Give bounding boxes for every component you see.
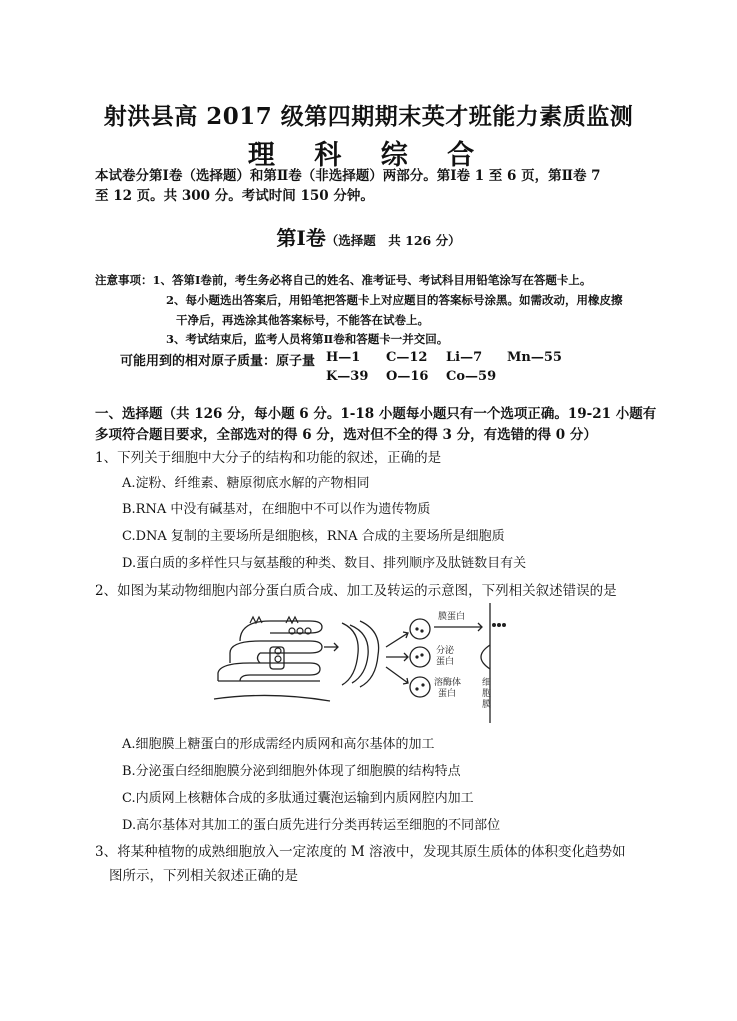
er-membrane-3 xyxy=(240,621,322,641)
arrow-golgi-to-secretion xyxy=(386,653,408,661)
protein-dot xyxy=(421,683,424,686)
atomic-mass-h: H—1 xyxy=(326,350,361,365)
vesicle-secreted-protein xyxy=(410,647,430,667)
secretion-bulge xyxy=(481,645,490,669)
question-1-option-a: A.淀粉、纤维素、糖原彻底水解的产物相同 xyxy=(122,476,370,491)
arrow-golgi-to-membrane-protein xyxy=(386,632,408,647)
question-2-stem: 2、如图为某动物细胞内部分蛋白质合成、加工及转运的示意图，下列相关叙述错误的是 xyxy=(95,583,617,599)
er-membrane-5 xyxy=(258,653,261,663)
atomic-mass-co: Co—59 xyxy=(446,369,497,384)
notes-line-1 xyxy=(95,272,591,288)
exam-title: 射洪县高 2017 级第四期期末英才班能力素质监测 xyxy=(103,103,634,130)
er-box xyxy=(270,647,284,669)
atomic-mass-li: Li—7 xyxy=(446,350,483,365)
section-subtitle: （选择题 共 126 分） xyxy=(325,233,461,248)
label-secreted-2: 蛋白 xyxy=(436,657,455,667)
intro-line-2: 至 12 页。共 300 分。考试时间 150 分钟。 xyxy=(95,188,374,204)
label-cell-membrane-1: 细 xyxy=(482,678,492,688)
notes-label: 注意事项： xyxy=(95,273,153,287)
membrane-protein-dot xyxy=(497,623,501,627)
question-1-option-c: C.DNA 复制的主要场所是细胞核，RNA 合成的主要场所是细胞质 xyxy=(122,529,505,544)
label-cell-membrane-2: 胞 xyxy=(482,689,492,699)
intro-line-1: 本试卷分第Ⅰ卷（选择题）和第Ⅱ卷（非选择题）两部分。第Ⅰ卷 1 至 6 页，第Ⅱ卷 7 xyxy=(95,168,601,184)
section-heading xyxy=(0,222,737,251)
golgi-stack-1 xyxy=(342,623,358,685)
question-3-stem-2: 图所示，下列相关叙述正确的是 xyxy=(109,868,298,884)
question-3-stem-1: 3、将某种植物的成熟细胞放入一定浓度的 M 溶液中，发现其原生质体的体积变化趋势如 xyxy=(95,844,626,860)
atomic-mass-o: O—16 xyxy=(386,369,429,384)
membrane-protein-dot xyxy=(492,623,496,627)
vesicle-membrane-protein xyxy=(410,619,430,639)
notes-item-2b: 干净后，再选涂其他答案标号，不能答在试卷上。 xyxy=(176,313,429,327)
nucleus-outline xyxy=(214,695,330,701)
membrane-protein-dot xyxy=(502,623,506,627)
golgi-stack-3 xyxy=(360,621,379,687)
protein-dot xyxy=(420,653,423,656)
section-title: 第Ⅰ卷 xyxy=(276,226,326,250)
label-lysosome-2: 蛋白 xyxy=(438,689,457,699)
vesicle-lysosome-protein xyxy=(410,677,430,697)
protein-dot xyxy=(415,655,418,658)
exam-subject: 理 科 综 合 xyxy=(247,140,490,171)
label-membrane-protein: 膜蛋白 xyxy=(438,612,466,622)
notes-item-1: 1、答第Ⅰ卷前，考生务必将自己的姓名、准考证号、考试科目用铅笔涂写在答题卡上。 xyxy=(152,273,592,287)
label-lysosome-1: 溶酶体 xyxy=(434,678,462,688)
atomic-mass-mn: Mn—55 xyxy=(507,350,562,365)
question-1-option-d: D.蛋白质的多样性只与氨基酸的种类、数目、排列顺序及肽链数目有关 xyxy=(122,556,527,571)
atomic-mass-label: 可能用到的相对原子质量：原子量 xyxy=(120,354,316,369)
er-membrane-2 xyxy=(230,641,322,663)
er-membrane-1 xyxy=(218,663,320,681)
question-1-stem: 1、下列关于细胞中大分子的结构和功能的叙述，正确的是 xyxy=(95,450,442,466)
label-cell-membrane-3: 膜 xyxy=(482,700,492,710)
arrow-to-membrane xyxy=(434,623,482,631)
protein-transport-diagram xyxy=(210,603,520,723)
question-1-option-b: B.RNA 中没有碱基对，在细胞中不可以作为遗传物质 xyxy=(122,502,431,517)
ribosome xyxy=(275,656,281,662)
protein-dot xyxy=(420,629,423,632)
question-2-option-a: A.细胞膜上糖蛋白的形成需经内质网和高尔基体的加工 xyxy=(122,737,435,752)
part1-heading-1: 一、选择题（共 126 分，每小题 6 分。1-18 小题每小题只有一个选项正确。19-21 小题有 xyxy=(95,406,657,422)
notes-item-3: 3、考试结束后，监考人员将第Ⅱ卷和答题卡一并交回。 xyxy=(166,332,449,346)
protein-dot xyxy=(415,687,418,690)
atomic-mass-c: C—12 xyxy=(386,350,428,365)
atomic-mass-k: K—39 xyxy=(326,369,369,384)
notes-item-2a: 2、每小题选出答案后，用铅笔把答题卡上对应题目的答案标号涂黑。如需改动，用橡皮擦 xyxy=(166,293,623,307)
protein-dot xyxy=(415,627,418,630)
question-2-option-d: D.高尔基体对其加工的蛋白质先进行分类再转运至细胞的不同部位 xyxy=(122,818,501,833)
part1-heading-2: 多项符合题目要求，全部选对的得 6 分，选对但不全的得 3 分，有选错的得 0 分） xyxy=(95,427,597,443)
arrow-golgi-to-lysosome xyxy=(386,667,408,684)
question-2-option-c: C.内质网上核糖体合成的多肽通过囊泡运输到内质网腔内加工 xyxy=(122,791,474,806)
arrow-er-to-golgi xyxy=(324,643,338,651)
question-2-option-b: B.分泌蛋白经细胞膜分泌到细胞外体现了细胞膜的结构特点 xyxy=(122,764,461,779)
label-secreted-1: 分泌 xyxy=(436,646,455,656)
